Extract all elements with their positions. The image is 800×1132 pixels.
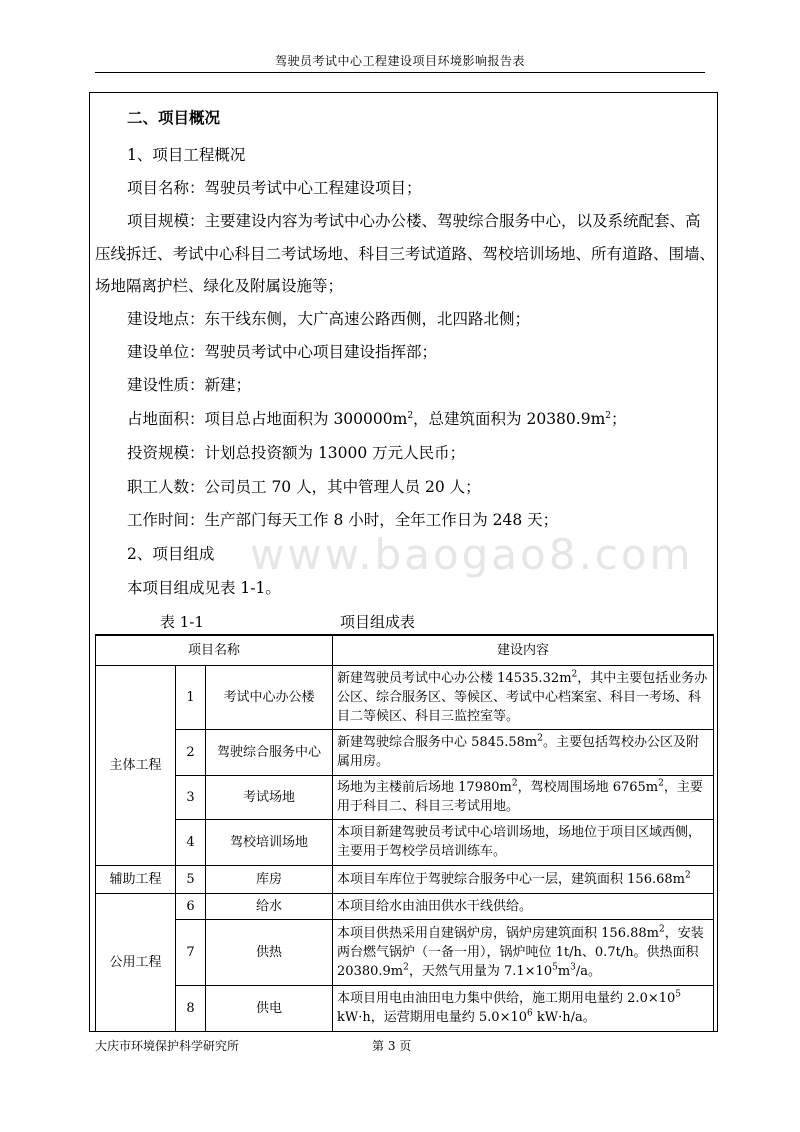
row-content-sup: 2 — [511, 778, 518, 789]
footer-page-number: 第 3 页 — [372, 1039, 412, 1053]
row-content-text: 。主要包括驾校办公区及附属用房。 — [337, 735, 699, 769]
row-number: 6 — [176, 893, 206, 919]
row-content-text: 新建驾驶员考试中心办公楼 14535.32m — [337, 670, 572, 686]
row-name: 驾驶综合服务中心 — [206, 729, 333, 775]
nature-value: 新建； — [204, 376, 252, 394]
row-content-sup: 2 — [537, 733, 543, 744]
row-content — [333, 865, 714, 893]
project-scale-text-1: 主要建设内容为考试中心办公楼、驾驶综合服务中心，以及系统配套、高 — [204, 212, 701, 230]
row-content-sup: 2 — [403, 962, 409, 973]
invest-value: 计划总投资额为 13000 万元人民币； — [204, 444, 466, 462]
area-value-b: ，总建筑面积为 20380.9m — [413, 410, 606, 428]
row-content — [333, 729, 714, 775]
row-content — [333, 665, 714, 729]
section-title: 二、项目概况 — [127, 108, 221, 127]
row-name: 供电 — [206, 985, 333, 1031]
group-public: 公用工程 — [96, 893, 176, 1031]
row-number: 7 — [176, 919, 206, 985]
worktime-value: 生产部门每天工作 8 小时，全年工作日为 248 天； — [204, 511, 559, 529]
row-content — [333, 919, 714, 985]
group-aux: 辅助工程 — [96, 865, 176, 893]
worktime-line — [127, 510, 558, 530]
row-content-text: kW·h，运营期用电量约 5.0×10 — [337, 1010, 528, 1025]
row-content-sup: 2 — [658, 924, 665, 935]
row-content-text: ，其中主要包括业务办公区、综合服务区、等候区、考试中心档案室、科目一考场、科目二等候区、科目三监控室等。 — [337, 670, 708, 724]
row-content-text: 本项目供热采用自建锅炉房，锅炉房建筑面积 156.88m — [337, 925, 659, 941]
row-content-text: 本项目车库位于驾驶综合服务中心一层，建筑面积 156.68m — [337, 871, 685, 887]
area-sup-b: 2 — [605, 410, 612, 421]
row-number: 8 — [176, 985, 206, 1031]
row-content-sup: 5 — [552, 962, 558, 973]
project-name-line — [127, 178, 422, 198]
header-rule — [95, 72, 705, 73]
table-row — [96, 985, 714, 1031]
row-content-sup: 5 — [675, 989, 682, 1000]
nature-label: 建设性质： — [127, 376, 205, 394]
row-content-text: 新建驾驶综合服务中心 5845.58m — [337, 735, 538, 750]
area-line — [127, 409, 627, 429]
subsection-title-1: 1、项目工程概况 — [127, 146, 246, 164]
row-name: 考试中心办公楼 — [206, 665, 333, 729]
location-line — [127, 309, 530, 329]
row-content-sup: 6 — [527, 1008, 533, 1019]
table-row — [96, 893, 714, 919]
row-number: 4 — [176, 819, 206, 865]
nature-line — [127, 375, 251, 395]
project-name-label: 项目名称： — [127, 179, 205, 197]
project-scale-line-3: 场地隔离护栏、绿化及附属设施等； — [95, 277, 344, 295]
unit-label: 建设单位： — [127, 343, 205, 361]
table-row — [96, 819, 714, 865]
row-content-text: ，天然气用量为 7.1×10 — [408, 963, 553, 979]
project-scale-line-2: 压线拆迁、考试中心科目二考试场地、科目三考试道路、驾校培训场地、所有道路、围墙、 — [95, 245, 716, 263]
area-value-a: 项目总占地面积为 300000m — [204, 410, 408, 428]
row-content-text: 本项目用电由油田电力集中供给，施工期用电量约 2.0×10 — [337, 991, 676, 1006]
project-name-value: 驾驶员考试中心工程建设项目； — [204, 179, 422, 197]
row-content-sup: 2 — [684, 870, 691, 881]
row-content-text: ，安装两台燃气锅炉（一备一用），锅炉吨位 1t/h、0.7t/h。供热面积 20380.9m — [337, 925, 704, 979]
row-number: 2 — [176, 729, 206, 775]
table-caption-number: 表 1-1 — [160, 613, 204, 631]
table-intro: 本项目组成见表 1-1。 — [127, 579, 281, 597]
unit-value: 驾驶员考试中心项目建设指挥部； — [204, 343, 438, 361]
staff-value: 公司员工 70 人，其中管理人员 20 人； — [204, 478, 481, 496]
row-content-text: m — [557, 963, 571, 979]
row-content-text: /a。 — [575, 963, 602, 979]
project-composition-table — [95, 634, 714, 1032]
row-content-text: ，主要用于科目二、科目三考试用地。 — [337, 780, 703, 814]
row-content-sup: 2 — [658, 778, 664, 789]
row-content-sup: 3 — [570, 962, 576, 973]
row-name: 考试场地 — [206, 775, 333, 819]
row-name: 驾校培训场地 — [206, 819, 333, 865]
row-content: 本项目给水由油田供水干线供给。 — [333, 893, 714, 919]
table-row — [96, 919, 714, 985]
invest-line — [127, 443, 465, 463]
project-scale-label: 项目规模： — [127, 212, 205, 230]
location-label: 建设地点： — [127, 310, 205, 328]
table-row — [96, 865, 714, 893]
row-number: 1 — [176, 665, 206, 729]
row-content — [333, 775, 714, 819]
row-content — [333, 985, 714, 1031]
header-content: 建设内容 — [333, 635, 714, 665]
worktime-label: 工作时间： — [127, 511, 205, 529]
row-content-text: ，驾校周围场地 6765m — [517, 780, 659, 795]
area-value-c: ； — [611, 410, 627, 428]
page-header: 驾驶员考试中心工程建设项目环境影响报告表 — [274, 54, 525, 68]
row-content-text: 场地为主楼前后场地 17980m — [337, 780, 512, 795]
area-sup-a: 2 — [407, 410, 414, 421]
header-project-name: 项目名称 — [96, 635, 333, 665]
table-caption-title: 项目组成表 — [340, 613, 416, 631]
watermark: www.baogao8.com — [250, 530, 694, 579]
table-row — [96, 665, 714, 729]
table-header-row — [96, 635, 714, 665]
location-value: 东干线东侧，大广高速公路西侧，北四路北侧； — [204, 310, 531, 328]
row-content-sup: 2 — [571, 669, 578, 680]
row-name: 供热 — [206, 919, 333, 985]
staff-line — [127, 477, 481, 497]
footer-organization: 大庆市环境保护科学研究所 — [95, 1039, 240, 1053]
invest-label: 投资规模： — [127, 444, 205, 462]
subsection-title-2: 2、项目组成 — [127, 545, 215, 563]
table-row — [96, 729, 714, 775]
table-row — [96, 775, 714, 819]
staff-label: 职工人数： — [127, 478, 205, 496]
row-number: 3 — [176, 775, 206, 819]
row-name: 库房 — [206, 865, 333, 893]
row-number: 5 — [176, 865, 206, 893]
unit-line — [127, 342, 437, 362]
area-label: 占地面积： — [127, 410, 205, 428]
project-scale-line-1 — [127, 211, 701, 231]
row-content: 本项目新建驾驶员考试中心培训场地，场地位于项目区域西侧，主要用于驾校学员培训练车。 — [333, 819, 714, 865]
group-main: 主体工程 — [96, 665, 176, 865]
row-content-text: kW·h/a。 — [532, 1010, 596, 1025]
row-name: 给水 — [206, 893, 333, 919]
